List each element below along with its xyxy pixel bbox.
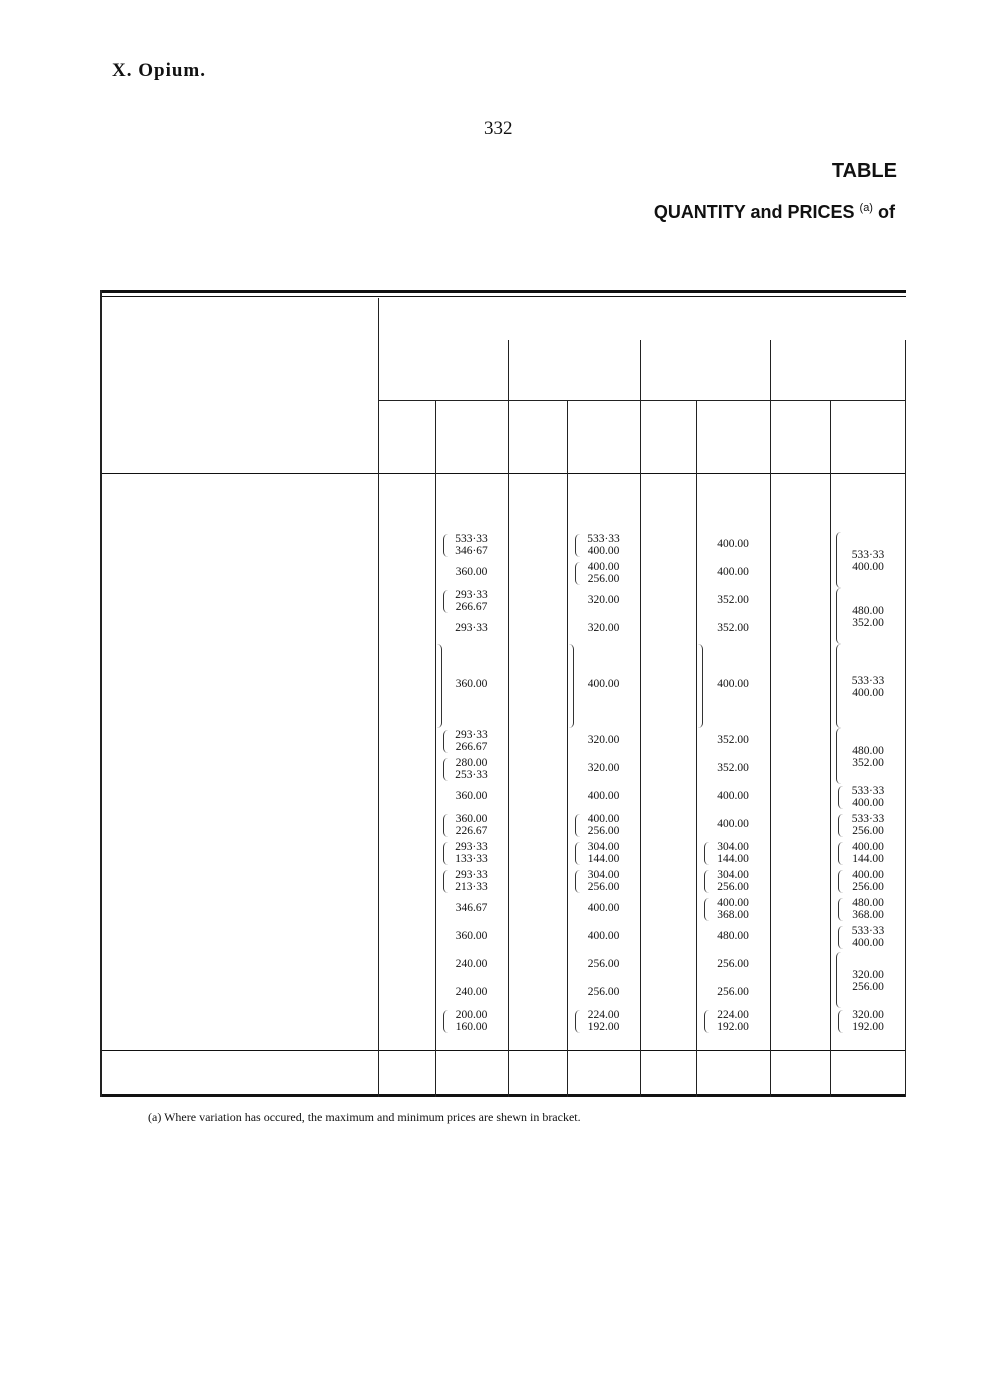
total-rule [100,1050,906,1051]
price-cell-pair [435,534,508,557]
price-value: 480.00 [852,897,884,909]
title-prefix: QUANTITY and PRICES [653,202,855,222]
price-cell: 256.00 [587,986,620,998]
price-cell-pair [696,842,770,865]
price-value: 533·33 [587,533,620,545]
table-title [654,202,895,223]
price-value: 533·33 [455,533,488,545]
price-value: 266.67 [455,740,488,753]
group-price [830,606,906,629]
price-value: 400.00 [852,560,884,573]
section-title: X. Opium. [112,60,206,81]
price-cell-pair [567,1010,640,1033]
price-value: 256.00 [852,980,884,993]
price-value: 533·33 [851,675,885,687]
price-value: 400.00 [852,841,884,853]
price-cell: 360.00 [455,790,488,802]
bottom-rule [100,1094,906,1097]
price-value: 293·33 [455,869,488,881]
price-cell-pair [435,814,508,837]
price-cell-pair [696,898,770,921]
price-value: 400.00 [717,897,749,909]
price-cell-pair [567,534,640,557]
price-cell: 240.00 [455,986,488,998]
price-cell: 400.00 [587,930,620,942]
price-value: 266.67 [455,600,488,613]
price-value: 304.00 [587,841,620,853]
group-price [830,970,906,993]
data-table [100,290,906,1100]
price-value: 200.00 [455,1009,488,1021]
price-value: 160.00 [455,1020,488,1033]
price-cell-pair [830,898,906,921]
group-price [830,676,906,699]
price-cell: 256.00 [717,958,749,970]
price-value: 533·33 [851,925,885,937]
price-value: 533·33 [851,785,885,797]
price-cell-pair [830,814,906,837]
price-value: 304.00 [587,869,620,881]
price-value: 192.00 [717,1020,749,1033]
year-divider [640,340,641,1097]
price-value: 226.67 [455,824,488,837]
price-value: 400.00 [852,936,884,949]
circle-divider [378,298,379,1097]
price-cell: 360.00 [455,930,488,942]
group-price [830,746,906,769]
price-cell-pair [567,814,640,837]
price-cell: 346.67 [455,902,488,914]
title-marker: (a) [859,202,873,214]
year-divider [508,340,509,1097]
group-price [830,550,906,573]
top-rule-2 [100,296,906,297]
price-cell: 360.00 [455,678,488,690]
price-value: 192.00 [587,1020,620,1033]
footnote: (a) Where variation has occured, the maximum and minimum prices are shewn in bracket. [148,1110,581,1124]
price-value: 224.00 [717,1009,749,1021]
price-cell-pair [830,842,906,865]
price-cell-pair [696,1010,770,1033]
header-rule [100,473,906,474]
price-value: 293·33 [455,729,488,741]
price-cell-pair [830,786,906,809]
price-value: 352.00 [852,756,884,769]
price-cell-pair [696,870,770,893]
price-value: 304.00 [717,841,749,853]
table-label: TABLE [831,160,897,182]
price-value: 368.00 [717,908,749,921]
price-cell: 480.00 [717,930,749,942]
price-value: 400.00 [587,544,620,557]
price-cell-pair [435,730,508,753]
price-value: 480.00 [852,605,884,617]
price-value: 400.00 [587,561,620,573]
price-cell: 400.00 [717,818,749,830]
price-value: 144.00 [852,852,884,865]
price-cell: 293·33 [455,622,488,634]
price-cell: 320.00 [587,594,620,606]
price-cell: 360.00 [455,566,488,578]
price-cell: 320.00 [587,762,620,774]
price-value: 213·33 [455,880,488,893]
year-divider [770,340,771,1097]
price-value: 400.00 [852,796,884,809]
price-cell: 256.00 [717,986,749,998]
price-cell: 240.00 [455,958,488,970]
top-rule [100,290,906,293]
price-value: 400.00 [852,686,884,699]
price-cell: 352.00 [717,622,749,634]
price-value: 346·67 [455,544,488,557]
price-cell-pair [435,590,508,613]
year-underline [378,400,906,401]
price-value: 192.00 [852,1020,884,1033]
price-value: 256.00 [852,880,884,893]
price-cell-pair [567,562,640,585]
price-cell: 352.00 [717,762,749,774]
price-cell: 352.00 [717,594,749,606]
title-suffix: of [878,202,895,222]
price-value: 533·33 [851,813,885,825]
price-cell-pair [435,1010,508,1033]
price-value: 256.00 [852,824,884,837]
price-cell-pair [435,842,508,865]
price-cell-pair [830,926,906,949]
price-cell-pair [567,842,640,865]
group-bracket [698,644,703,728]
price-value: 280.00 [455,757,488,769]
price-cell: 400.00 [587,790,620,802]
price-cell: 352.00 [717,734,749,746]
price-value: 256.00 [587,824,620,837]
left-border [100,290,102,1097]
price-value: 360.00 [455,813,488,825]
price-cell: 400.00 [587,902,620,914]
price-cell: 400.00 [717,538,749,550]
price-cell: 400.00 [717,790,749,802]
price-value: 320.00 [852,1009,884,1021]
price-cell: 320.00 [587,622,620,634]
price-cell-pair [830,1010,906,1033]
price-value: 144.00 [717,852,749,865]
price-cell-pair [435,870,508,893]
price-value: 320.00 [852,969,884,981]
group-bracket [569,644,574,728]
price-value: 304.00 [717,869,749,881]
page-number: 332 [484,118,513,139]
price-value: 368.00 [852,908,884,921]
price-value: 256.00 [587,880,620,893]
price-cell-pair [830,870,906,893]
price-cell: 400.00 [717,566,749,578]
price-value: 480.00 [852,745,884,757]
price-cell: 256.00 [587,958,620,970]
price-value: 533·33 [851,549,885,561]
price-value: 224.00 [587,1009,620,1021]
price-cell-pair [567,870,640,893]
price-cell-pair [435,758,508,781]
price-value: 256.00 [587,572,620,585]
price-cell: 400.00 [587,678,620,690]
price-value: 293·33 [455,589,488,601]
price-value: 400.00 [852,869,884,881]
price-value: 253·33 [455,768,488,781]
group-bracket [437,644,442,728]
price-value: 293·33 [455,841,488,853]
price-value: 352.00 [852,616,884,629]
price-value: 144.00 [587,852,620,865]
price-value: 256.00 [717,880,749,893]
price-cell: 320.00 [587,734,620,746]
price-value: 133·33 [455,852,488,865]
price-value: 400.00 [587,813,620,825]
price-cell: 400.00 [717,678,749,690]
